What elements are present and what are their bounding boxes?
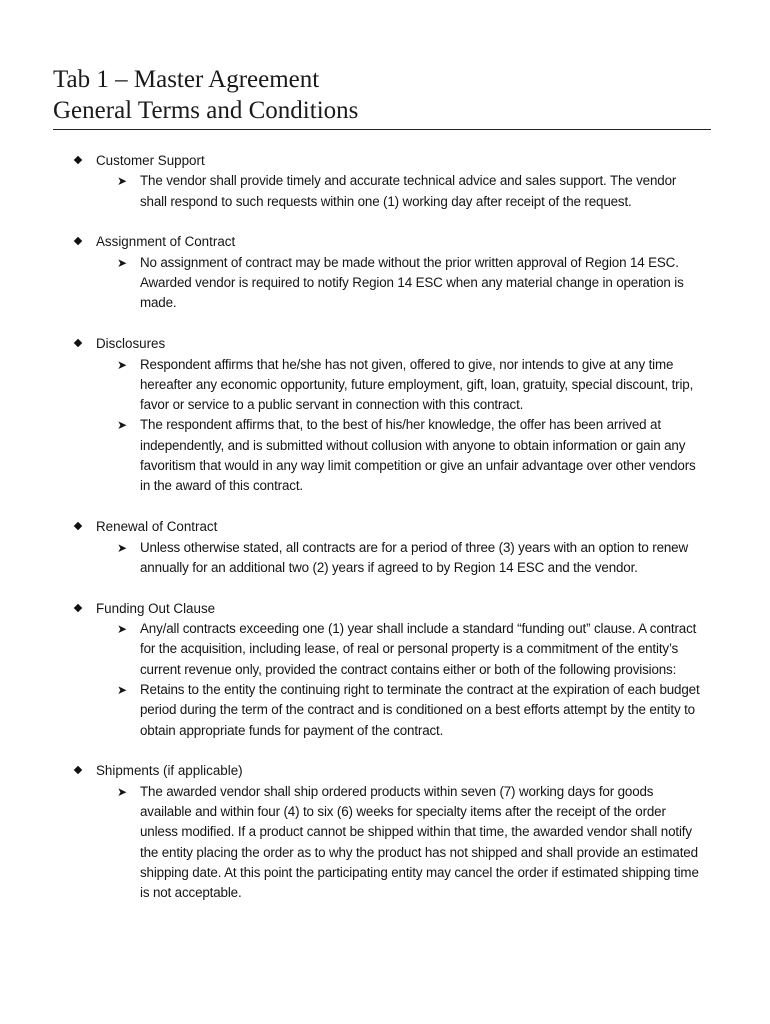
section-heading: Customer Support: [96, 153, 205, 168]
section-point: [0, 782, 706, 904]
section-point: [0, 680, 706, 741]
arrow-bullet-icon: ➤: [117, 622, 128, 637]
point-text: The respondent affirms that, to the best of his/her knowledge, the offer has been arrived at independently, and is submitted without collusion with anyone to obtain information or gain any favoritism that would in any way limit competition or give an unfair advantage over other vendors in the award of this contract.: [140, 417, 696, 494]
section-point: [0, 253, 706, 314]
section-heading-row: [0, 151, 770, 171]
point-text: The awarded vendor shall ship ordered products within seven (7) working days for goods available and within four (4) to six (6) weeks for specialty items after the receipt of the order unless modified. If a product cannot be shipped within that time, the awarded vendor shall notify the entity placing the order as to why the product has not shipped and shall provide an estimated shipping date. At this point the participating entity may cancel the order if estimated shipping time is not acceptable.: [140, 783, 699, 901]
section-assignment-of-contract: [0, 232, 770, 313]
title-line-1: Tab 1 – Master Agreement: [53, 66, 320, 93]
document-title: [53, 64, 358, 126]
section-point: [0, 619, 706, 680]
diamond-bullet-icon: [74, 156, 82, 164]
diamond-bullet-icon: [74, 237, 82, 245]
section-heading-row: [0, 761, 770, 781]
section-heading: Shipments (if applicable): [96, 763, 243, 779]
section-heading-row: [0, 599, 770, 619]
title-line-2: General Terms and Conditions: [53, 97, 359, 124]
section-heading: Disclosures: [96, 336, 166, 352]
section-heading-row: [0, 334, 770, 354]
arrow-bullet-icon: ➤: [117, 255, 128, 270]
section-point: [0, 171, 706, 212]
section-point: [0, 538, 706, 579]
diamond-bullet-icon: [74, 603, 82, 611]
diamond-bullet-icon: [74, 339, 82, 347]
section-customer-support: [0, 151, 770, 212]
diamond-bullet-icon: [74, 522, 82, 530]
section-heading-row: [0, 517, 770, 537]
section-heading: Funding Out Clause: [96, 600, 216, 616]
arrow-bullet-icon: ➤: [117, 784, 128, 799]
point-text: No assignment of contract may be made without the prior written approval of Region 14 ESC. Awarded vendor is required to notify Region 14 ESC when any material change in operation is made.: [140, 254, 684, 311]
arrow-bullet-icon: ➤: [117, 174, 128, 189]
section-point: [0, 415, 706, 496]
point-text: Any/all contracts exceeding one (1) year shall include a standard “funding out” clause. A contract for the acquisition, including lease, of real or personal property is a commitment of the entity’s current revenue only, provided the contract contains either or both of the following provisions:: [140, 621, 697, 677]
title-divider: [53, 129, 711, 130]
section-shipments: [0, 761, 770, 903]
section-renewal-of-contract: [0, 517, 770, 578]
section-point: [0, 355, 706, 416]
arrow-bullet-icon: ➤: [117, 540, 128, 555]
diamond-bullet-icon: [74, 766, 82, 774]
section-funding-out-clause: [0, 599, 770, 741]
arrow-bullet-icon: ➤: [117, 682, 128, 697]
terms-list: [0, 151, 770, 924]
section-heading-row: [0, 232, 770, 252]
section-heading: Renewal of Contract: [96, 519, 218, 535]
arrow-bullet-icon: ➤: [117, 357, 128, 372]
point-text: Retains to the entity the continuing right to terminate the contract at the expiration of each budget period during the term of the contract and is conditioned on a best efforts attempt by the entity to obtain appropriate funds for payment of the contract.: [140, 681, 700, 738]
section-disclosures: [0, 334, 770, 496]
point-text: Respondent affirms that he/she has not given, offered to give, nor intends to give at any time hereafter any economic opportunity, future employment, gift, loan, gratuity, special discount, trip, favor or service to a public servant in connection with this contract.: [140, 356, 694, 413]
point-text: Unless otherwise stated, all contracts are for a period of three (3) years with an option to renew annually for an additional two (2) years if agreed to by Region 14 ESC and the vendor.: [140, 539, 688, 575]
arrow-bullet-icon: ➤: [117, 418, 128, 433]
point-text: The vendor shall provide timely and accurate technical advice and sales support. The vendor shall respond to such requests within one (1) working day after receipt of the request.: [140, 173, 677, 209]
section-heading: Assignment of Contract: [96, 234, 236, 250]
